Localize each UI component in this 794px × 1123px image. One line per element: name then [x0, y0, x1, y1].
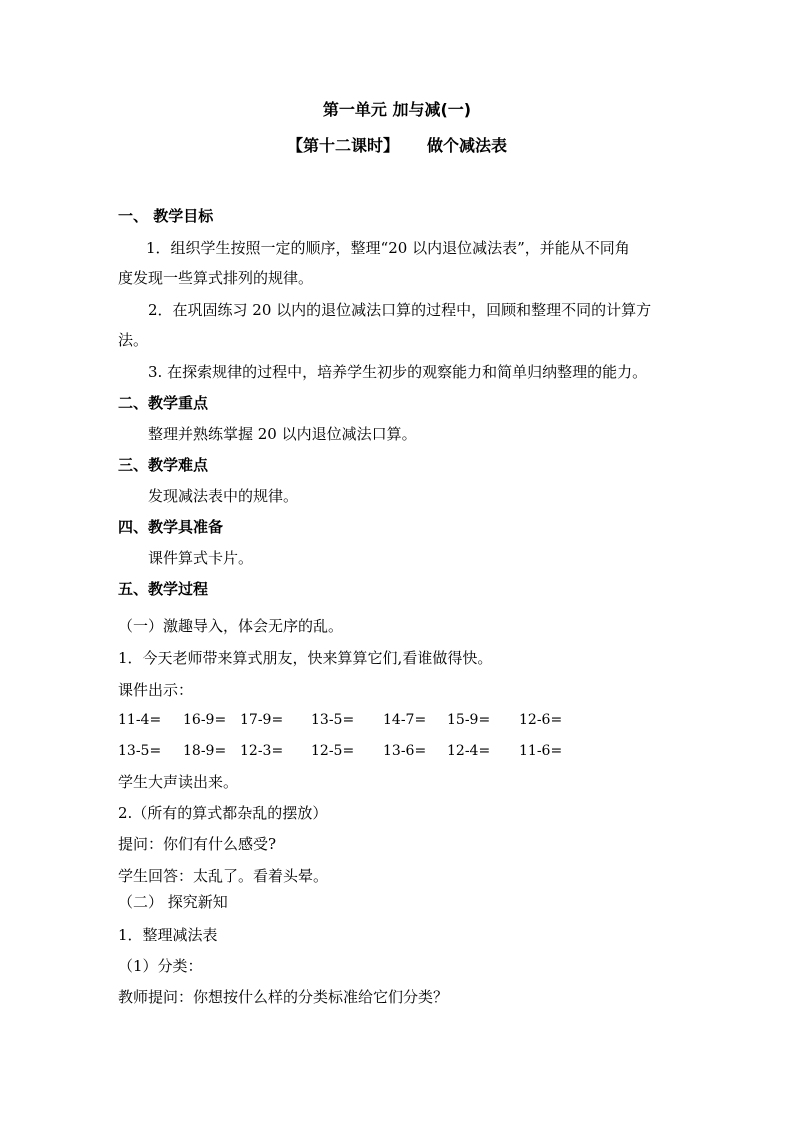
lesson-tag: 【第十二课时】	[286, 136, 399, 155]
teacher-question: 提问：你们有什么感受?	[118, 835, 277, 853]
section-heading-key-points: 二、教学重点	[118, 394, 209, 412]
objective-1-line-2: 度发现一些算式排列的规律。	[118, 269, 314, 287]
materials-text: 课件算式卡片。	[148, 549, 254, 567]
process-classify: （1）分类：	[118, 957, 203, 975]
equation: 17-9=	[240, 712, 284, 728]
equation: 12-6=	[519, 712, 563, 728]
equation: 13-5=	[311, 712, 355, 728]
equation: 14-7=	[383, 712, 427, 728]
students-read: 学生大声读出来。	[118, 773, 239, 791]
section-heading-difficulties: 三、教学难点	[118, 456, 209, 474]
equation: 11-6=	[519, 743, 563, 759]
equation: 12-5=	[311, 743, 355, 759]
process-step-1: 1．今天老师带来算式朋友，快来算算它们,看谁做得快。	[118, 649, 493, 667]
equation: 11-4=	[118, 712, 162, 728]
process-part-2: （二） 探究新知	[118, 893, 228, 911]
equation: 13-5=	[118, 743, 162, 759]
equation: 18-9=	[183, 743, 227, 759]
teacher-classify-question: 教师提问：你想按什么样的分类标准给它们分类？	[118, 988, 449, 1006]
key-points-text: 整理并熟练掌握 20 以内退位减法口算。	[148, 425, 417, 443]
equation: 12-4=	[447, 743, 491, 759]
section-heading-materials: 四、教学具准备	[118, 518, 224, 536]
section-heading-process: 五、教学过程	[118, 580, 209, 598]
process-step-organize: 1．整理减法表	[118, 926, 218, 944]
equation: 15-9=	[447, 712, 491, 728]
objective-1-line-1: 1．组织学生按照一定的顺序，整理“20 以内退位减法表”，并能从不同角	[146, 239, 630, 257]
equation: 13-6=	[383, 743, 427, 759]
difficulties-text: 发现减法表中的规律。	[148, 487, 299, 505]
lesson-name: 做个减法表	[427, 136, 508, 155]
objective-3: 3. 在探索规律的过程中，培养学生初步的观察能力和简单归纳整理的能力。	[148, 363, 648, 381]
equation: 12-3=	[240, 743, 284, 759]
student-answer: 学生回答：太乱了。看着头晕。	[118, 867, 329, 885]
courseware-show: 课件出示：	[118, 681, 194, 699]
unit-title: 第一单元 加与减(一)	[322, 100, 472, 119]
process-part-1: （一）激趣导入，体会无序的乱。	[118, 617, 344, 635]
equation: 16-9=	[183, 712, 227, 728]
process-step-2: 2.（所有的算式都杂乱的摆放）	[118, 804, 328, 822]
section-heading-objectives: 一、 教学目标	[118, 207, 214, 225]
objective-2-line-1: 2．在巩固练习 20 以内的退位减法口算的过程中，回顾和整理不同的计算方	[148, 301, 652, 319]
objective-2-line-2: 法。	[118, 331, 149, 349]
lesson-title	[0, 133, 794, 156]
